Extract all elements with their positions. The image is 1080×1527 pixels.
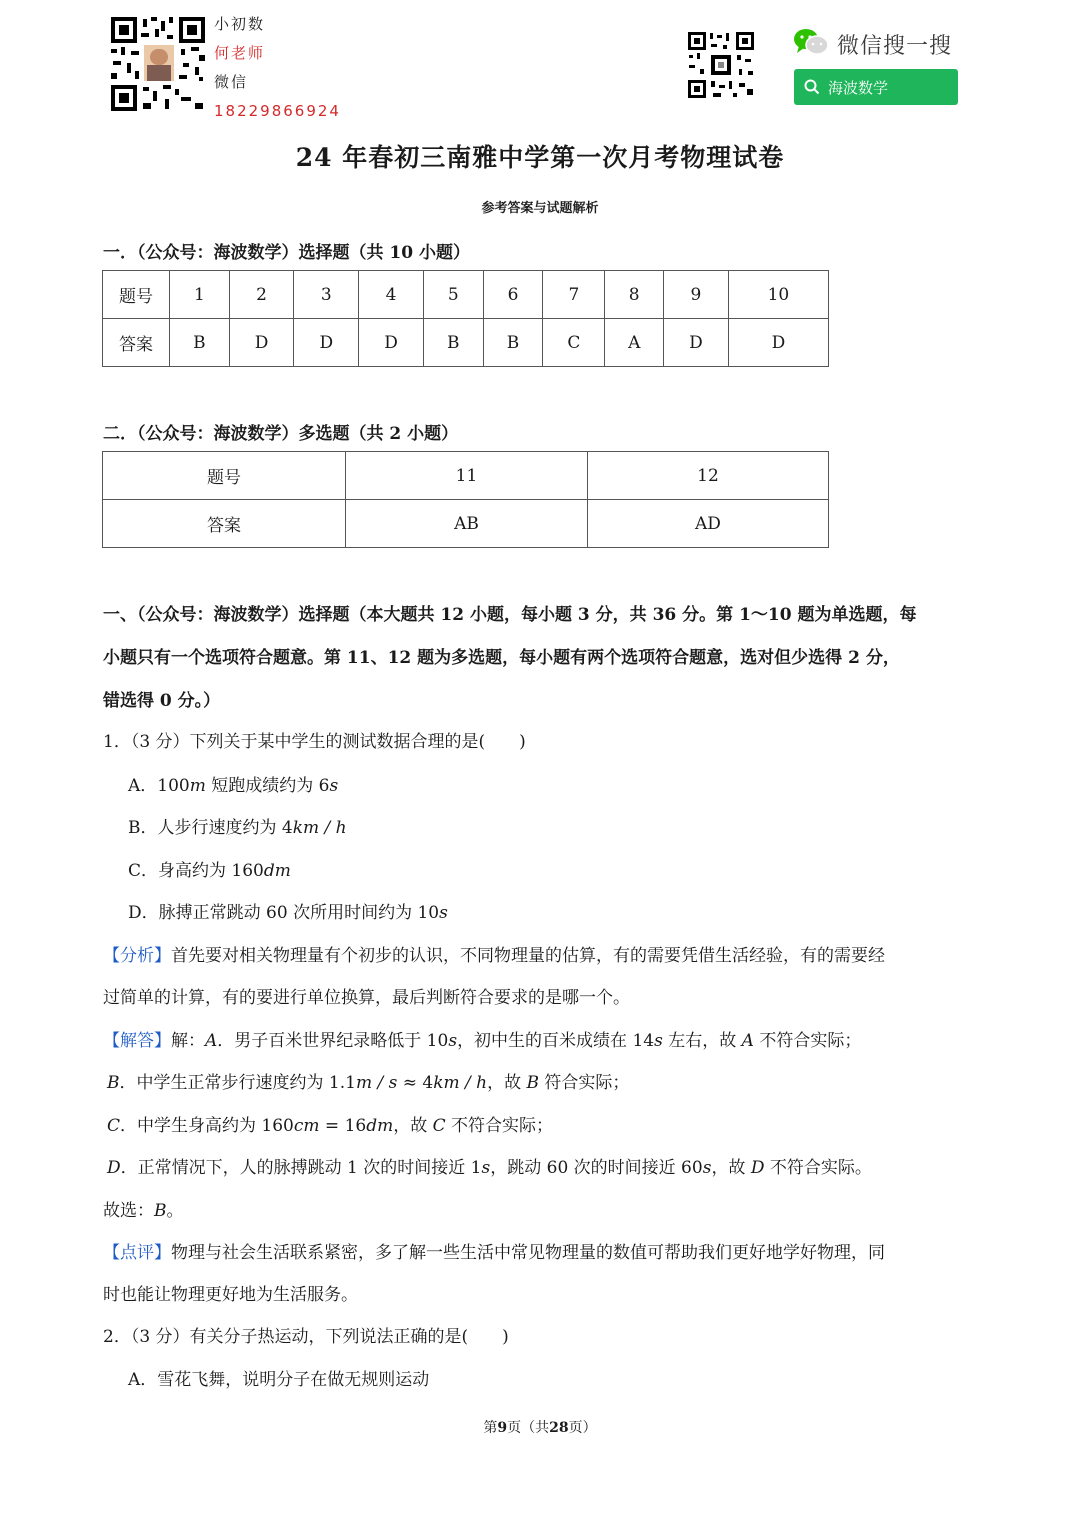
answer-text: 不符合实际； [445,1116,554,1136]
unit: s [448,1031,458,1051]
question-1-option-c [128,856,291,881]
answer-var: A [741,1031,754,1051]
table-row-numbers [103,452,829,500]
contact-info [214,10,341,126]
question-1-comment-cont: 时也能让物理更好地为生活服务。 [103,1285,358,1305]
unit: s [702,1158,712,1178]
option-text: C．身高约为 160 [128,861,264,881]
instructions-line: 一、（公众号：海波数学）选择题（本大题共 12 小题，每小题 3 分，共 36 分。第 1～10 题为单选题，每 [103,605,917,625]
answer-text: 不符合实际。 [764,1158,872,1178]
table-cell: AB [346,500,588,548]
section-2-heading: 二．（公众号：海波数学）多选题（共 2 小题） [103,424,459,444]
unit: s [654,1031,663,1051]
row-header: 答案 [103,319,170,367]
question-1-option-b [128,813,347,838]
footer-text: 第 [483,1420,498,1436]
contact-line-subject: 小初数 [214,15,266,33]
table-row-numbers [103,271,829,319]
table-cell: 12 [588,452,829,500]
section-1-answer-table [102,270,829,367]
page-footer [0,1417,1080,1437]
contact-line-teacher: 何老师 [214,44,266,62]
footer-text: 页） [568,1420,597,1436]
table-cell: B [170,319,230,367]
answer-var: B [154,1201,167,1221]
table-cell: D [664,319,729,367]
question-1-comment [103,1238,885,1263]
question-2-stem: 2．（3 分）有关分子热运动，下列说法正确的是( ) [103,1327,509,1347]
table-row-answers [103,319,829,367]
contact-line-wechat: 微信 [214,73,249,91]
row-header: 答案 [103,500,346,548]
table-cell: D [294,319,359,367]
answer-text: ，初中生的百米成绩在 14 [457,1031,655,1051]
answer-text: 解： [171,1031,205,1051]
table-cell: 5 [423,271,483,319]
qr-code-left [109,15,207,113]
wechat-search-brand [793,28,952,60]
table-cell: 11 [346,452,588,500]
question-1-option-a [128,771,338,796]
unit: m [189,776,206,796]
table-cell: D [728,319,828,367]
table-cell: B [423,319,483,367]
table-cell: D [229,319,294,367]
table-cell: AD [588,500,829,548]
table-cell: 1 [170,271,230,319]
answer-var: B [107,1073,120,1093]
table-cell: 3 [294,271,359,319]
qr-code-icon [687,31,755,99]
question-1-choice [103,1196,184,1221]
qr-code-right [687,31,755,99]
analysis-text: 首先要对相关物理量有个初步的认识，不同物理量的估算，有的需要凭借生活经验，有的需要经 [171,946,885,966]
answer-var: C [432,1116,446,1136]
wechat-search-box [794,69,958,105]
instructions-line: 小题只有一个选项符合题意。第 11、12 题为多选题，每小题有两个选项符合题意，选对但少选得 2 分， [103,648,900,668]
unit: km / h [292,818,347,838]
table-row-answers [103,500,829,548]
question-1-stem: 1．（3 分）下列关于某中学生的测试数据合理的是( ) [103,732,526,752]
row-header: 题号 [103,271,170,319]
table-cell: 7 [543,271,605,319]
question-1-answer-b [107,1068,629,1093]
answer-text: 符合实际； [539,1073,630,1093]
table-cell: C [543,319,605,367]
unit: s [481,1158,491,1178]
question-1-option-d [128,898,448,923]
footer-text: 页（共 [507,1420,550,1436]
answer-text: ，跳动 60 次的时间接近 60 [490,1158,703,1178]
comment-tag: 【点评】 [103,1243,171,1263]
page-title: 24 年春初三南雅中学第一次月考物理试卷 [295,143,785,172]
total-pages: 28 [549,1420,569,1436]
question-1-answer-d [107,1153,872,1178]
qr-code-icon [109,15,207,113]
answer-text: ．正常情况下，人的脉搏跳动 1 次的时间接近 1 [120,1158,482,1178]
option-text: B．人步行速度约为 4 [128,818,293,838]
answer-text: 故选： [103,1201,154,1221]
table-cell: B [483,319,543,367]
contact-line-phone: 18229866924 [214,102,341,120]
answer-text: ．中学生身高约为 160 [120,1116,294,1136]
answer-text: ，故 [711,1158,751,1178]
answer-var: A [205,1031,218,1051]
comment-text: 物理与社会生活联系紧密，多了解一些生活中常见物理量的数值可帮助我们更好地学好物理，同 [171,1243,885,1263]
table-cell: 4 [359,271,424,319]
answer-text: 左右，故 [662,1031,742,1051]
answer-text: ≈ 4 [397,1073,434,1093]
instructions-line: 错选得 0 分。） [103,691,221,711]
unit: m / s [355,1073,398,1093]
row-header: 题号 [103,452,346,500]
table-cell: 10 [728,271,828,319]
unit: s [329,776,339,796]
unit: dm [366,1116,394,1136]
answer-var: B [526,1073,540,1093]
answer-text: 不符合实际； [753,1031,862,1051]
question-1-analysis-cont: 过简单的计算，有的要进行单位换算，最后判断符合要求的是哪一个。 [103,988,630,1008]
wechat-search-label: 微信搜一搜 [837,33,953,59]
table-cell: 9 [664,271,729,319]
answer-var: D [750,1158,765,1178]
question-1-answer-a [103,1026,861,1051]
table-cell: D [359,319,424,367]
option-text: D．脉搏正常跳动 60 次所用时间约为 10 [128,903,440,923]
table-cell: 6 [483,271,543,319]
analysis-tag: 【分析】 [103,946,171,966]
answer-text: ．男子百米世界纪录略低于 10 [217,1031,449,1051]
table-cell: 2 [229,271,294,319]
answer-var: C [107,1116,121,1136]
answer-text: ，故 [393,1116,433,1136]
question-1-analysis [103,941,885,966]
answer-text: = 16 [319,1116,367,1136]
unit: s [439,903,448,923]
unit: cm [293,1116,320,1136]
answer-text: 。 [166,1201,184,1221]
table-cell: 8 [605,271,664,319]
option-text: 短跑成绩约为 6 [205,776,330,796]
answer-tag: 【解答】 [103,1031,171,1051]
answer-var: D [107,1158,121,1178]
answer-text: ，故 [487,1073,527,1093]
section-2-answer-table [102,451,829,548]
table-cell: A [605,319,664,367]
section-1-heading: 一．（公众号：海波数学）选择题（共 10 小题） [103,243,470,263]
page-number: 9 [497,1420,508,1436]
page-subtitle: 参考答案与试题解析 [481,201,599,216]
wechat-search-query: 海波数学 [828,78,889,97]
answer-text: ．中学生正常步行速度约为 1.1 [119,1073,356,1093]
option-text: A．100 [128,776,190,796]
search-icon [804,79,820,95]
unit: km / h [433,1073,488,1093]
unit: dm [263,861,291,881]
question-2-option-a: A．雪花飞舞，说明分子在做无规则运动 [128,1370,430,1390]
wechat-icon [793,28,829,60]
question-1-answer-c [107,1111,553,1136]
